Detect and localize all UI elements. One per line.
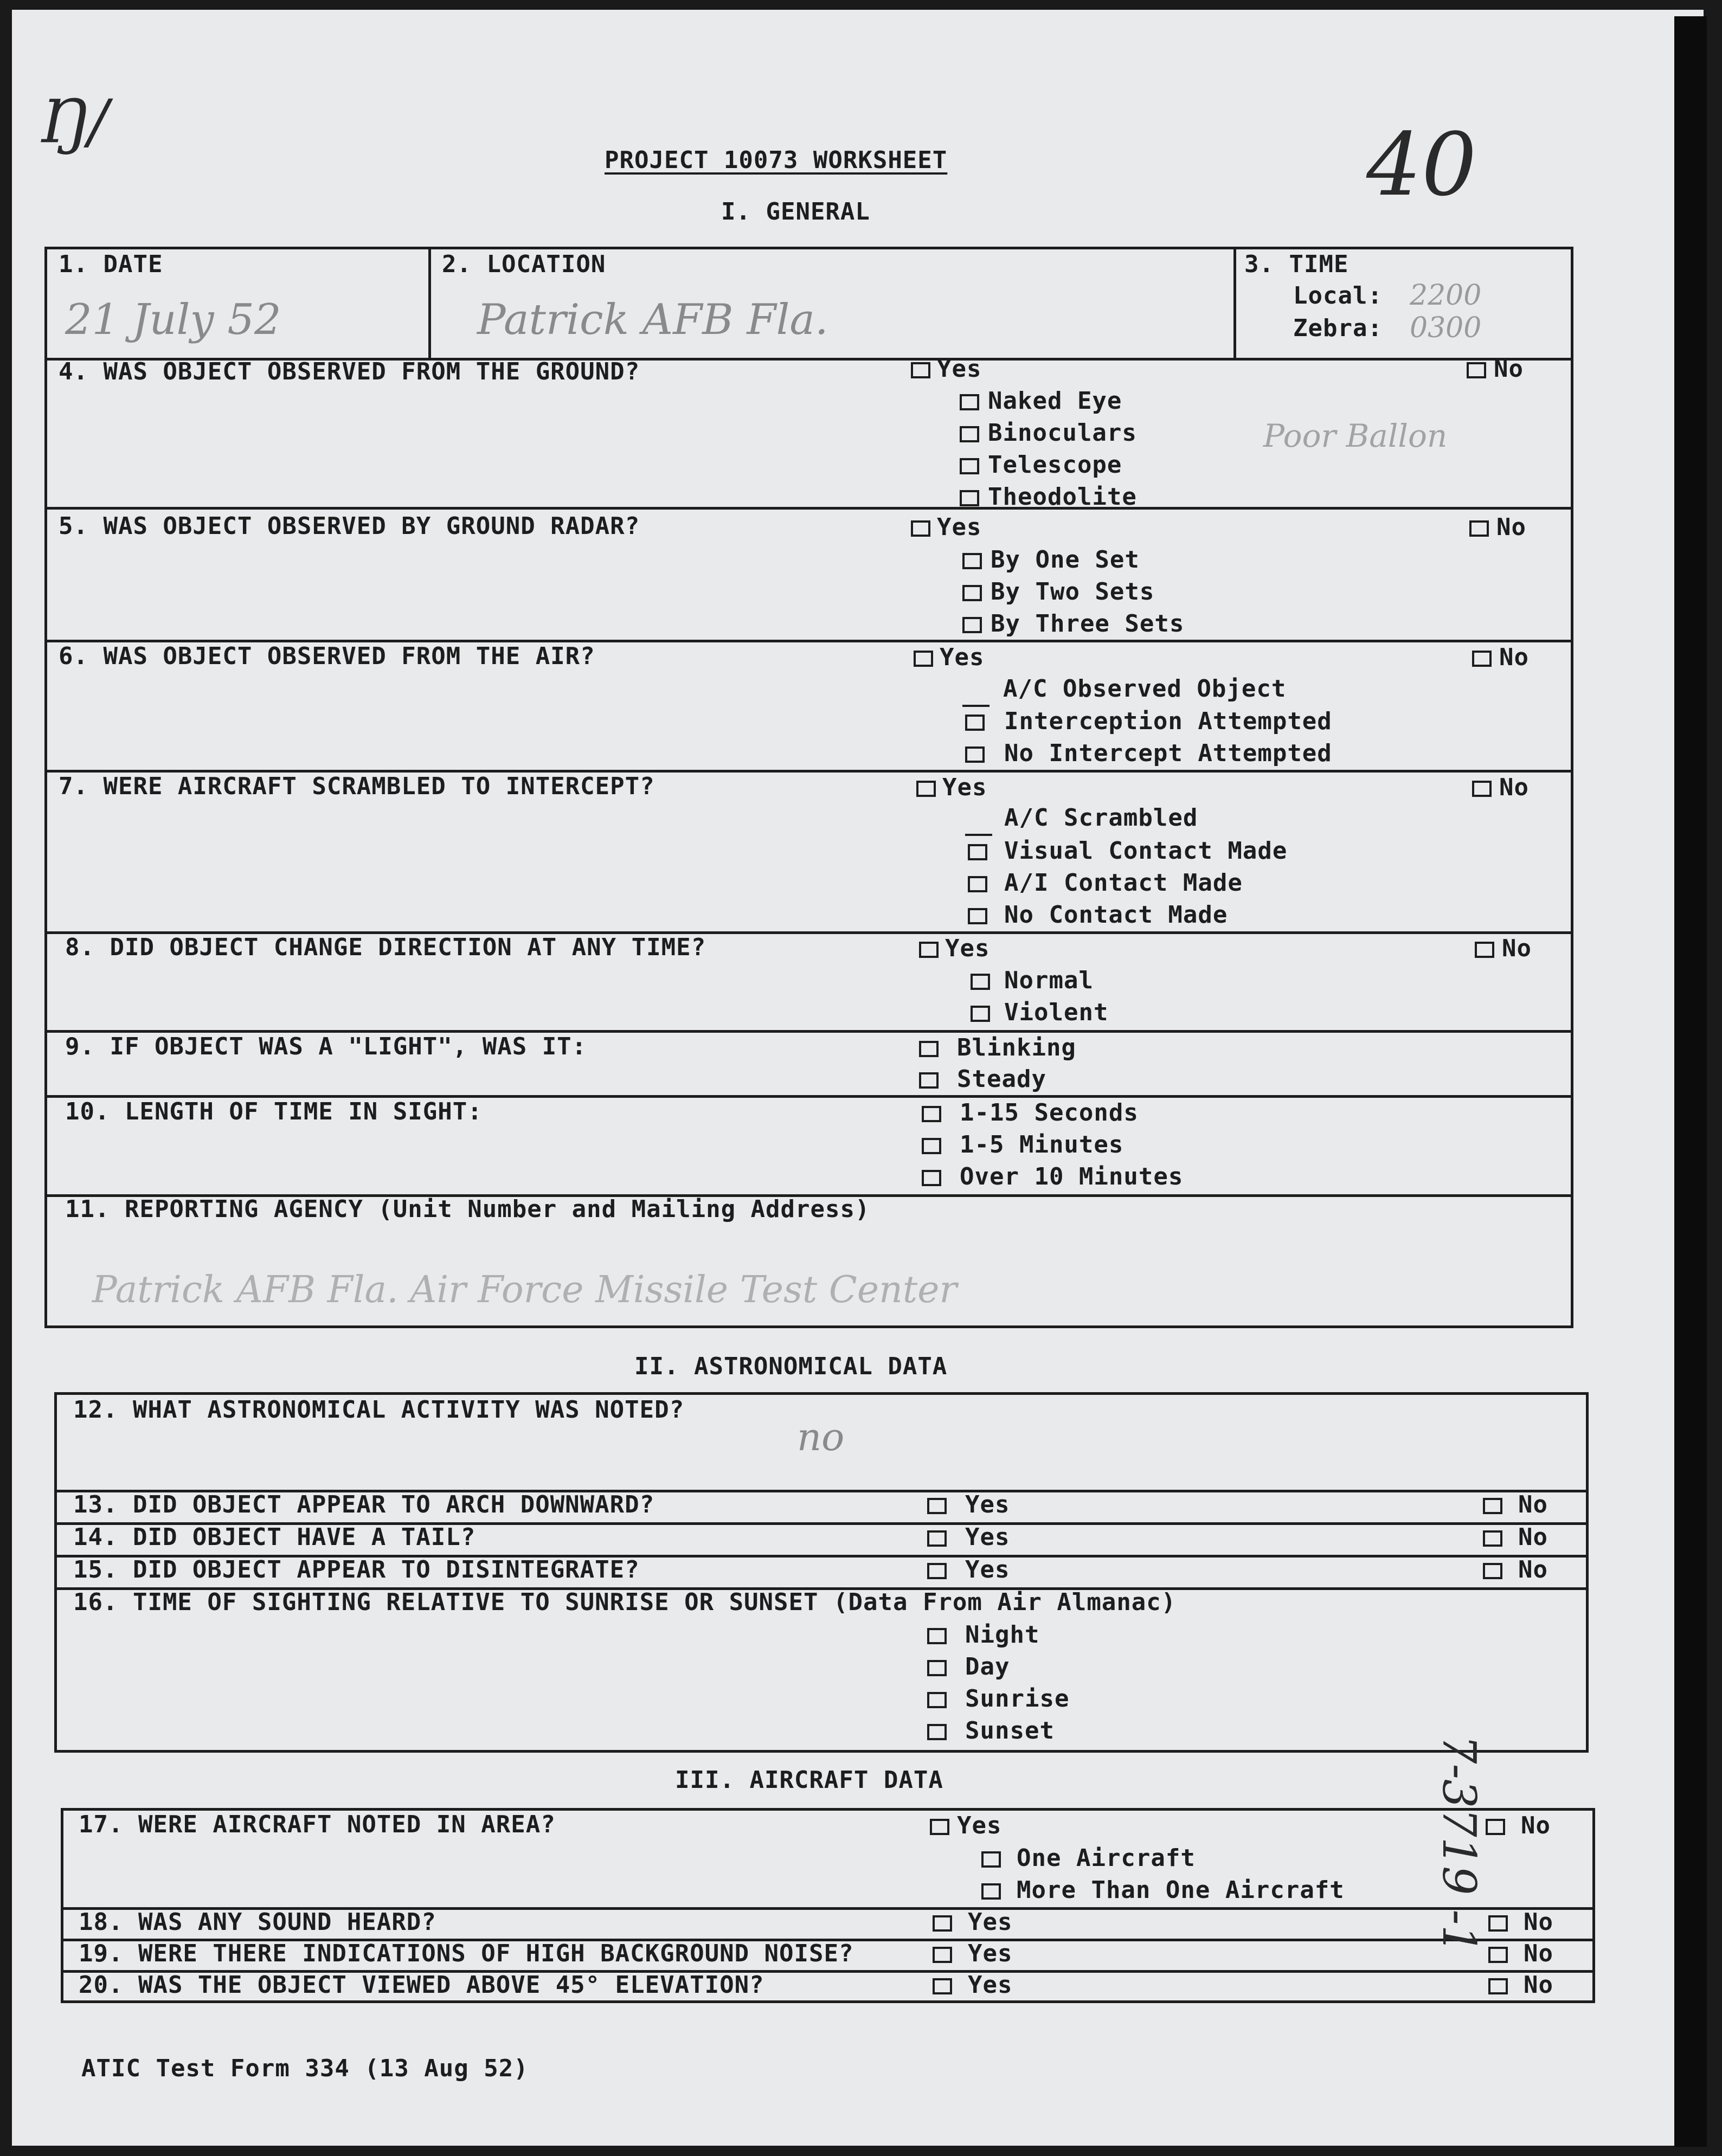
q5-no-checkbox[interactable] <box>1469 520 1489 537</box>
q14-no-label: No <box>1518 1523 1548 1551</box>
section-general: I. GENERAL <box>721 198 870 226</box>
q5-two-sets-checkbox[interactable] <box>962 585 982 601</box>
q5-no-label: No <box>1496 513 1526 541</box>
q13-yes-checkbox[interactable] <box>927 1498 947 1514</box>
q7-visual-contact-checkbox[interactable] <box>968 844 987 860</box>
q8-normal-checkbox[interactable] <box>971 974 990 990</box>
q10-opt-label: Over 10 Minutes <box>960 1163 1184 1190</box>
q7-no-contact-checkbox[interactable] <box>968 908 987 924</box>
q20-no-checkbox[interactable] <box>1488 1978 1508 1994</box>
q8-opt-label: Violent <box>1004 999 1109 1026</box>
q9-opt-label: Steady <box>957 1065 1046 1093</box>
section-astronomical: II. ASTRONOMICAL DATA <box>634 1353 948 1380</box>
q13-no-checkbox[interactable] <box>1483 1498 1502 1514</box>
q14-label: 14. DID OBJECT HAVE A TAIL? <box>73 1523 476 1551</box>
side-number: 7-3719 -1 <box>1432 1735 1486 1954</box>
q11-label: 11. REPORTING AGENCY (Unit Number and Mailing Address) <box>65 1195 870 1223</box>
q6-opt-label: A/C Observed Object <box>1003 675 1287 703</box>
q4-binoculars-checkbox[interactable] <box>960 426 979 442</box>
q4-no-checkbox[interactable] <box>1467 362 1486 378</box>
q19-label: 19. WERE THERE INDICATIONS OF HIGH BACKGROUND NOISE? <box>79 1940 854 1967</box>
q17-opt-label: More Than One Aircraft <box>1017 1876 1345 1904</box>
q5-one-set-checkbox[interactable] <box>962 553 982 569</box>
q8-opt-label: Normal <box>1004 967 1094 994</box>
q10-opt-label: 1-15 Seconds <box>960 1099 1139 1127</box>
q4-yes-label: Yes <box>937 355 982 383</box>
q19-no-label: No <box>1524 1940 1553 1967</box>
local-label: Local: <box>1293 282 1383 310</box>
q4-opt-label: Telescope <box>988 451 1122 479</box>
q6-interception-checkbox[interactable] <box>965 715 985 731</box>
questions-4-11 <box>44 358 1573 1328</box>
location-value[interactable]: Patrick AFB Fla. <box>477 295 828 344</box>
q17-yes-label: Yes <box>957 1812 1002 1839</box>
q16-label: 16. TIME OF SIGHTING RELATIVE TO SUNRISE OR SUNSET (Data From Air Almanac) <box>73 1588 1177 1616</box>
q19-no-checkbox[interactable] <box>1488 1947 1508 1963</box>
q10-opt-label: 1-5 Minutes <box>960 1131 1124 1159</box>
q9-label: 9. IF OBJECT WAS A "LIGHT", WAS IT: <box>65 1033 587 1060</box>
q15-yes-label: Yes <box>965 1556 1010 1584</box>
q8-yes-label: Yes <box>945 935 990 962</box>
q20-label: 20. WAS THE OBJECT VIEWED ABOVE 45° ELEVATION? <box>79 1971 764 1999</box>
q7-ai-contact-checkbox[interactable] <box>968 876 987 892</box>
q4-telescope-checkbox[interactable] <box>960 458 979 474</box>
q5-opt-label: By Two Sets <box>991 578 1155 606</box>
q16-opt-label: Sunrise <box>965 1685 1070 1713</box>
q15-no-checkbox[interactable] <box>1483 1563 1502 1579</box>
corner-scribble: Ŋ/ <box>38 87 108 156</box>
q6-blank-line[interactable] <box>962 705 989 707</box>
q7-no-checkbox[interactable] <box>1472 781 1492 797</box>
q6-yes-label: Yes <box>940 643 985 671</box>
q6-yes-checkbox[interactable] <box>914 651 933 667</box>
zebra-label: Zebra: <box>1293 314 1383 342</box>
q9-opt-label: Blinking <box>957 1034 1076 1061</box>
q11-value[interactable]: Patrick AFB Fla. Air Force Missile Test Center <box>92 1269 957 1311</box>
q5-opt-label: By One Set <box>991 546 1140 574</box>
q16-night-checkbox[interactable] <box>927 1628 947 1644</box>
q5-opt-label: By Three Sets <box>991 610 1185 638</box>
q5-yes-label: Yes <box>937 513 982 541</box>
q8-violent-checkbox[interactable] <box>971 1006 990 1022</box>
q7-no-label: No <box>1499 774 1529 801</box>
q4-no-label: No <box>1494 355 1524 383</box>
q20-no-label: No <box>1524 1971 1553 1999</box>
q13-yes-label: Yes <box>965 1491 1010 1518</box>
q17-no-label: No <box>1521 1812 1551 1839</box>
q19-yes-label: Yes <box>968 1940 1013 1967</box>
form-title: PROJECT 10073 WORKSHEET <box>605 146 948 174</box>
q16-opt-label: Night <box>965 1621 1040 1649</box>
q13-label: 13. DID OBJECT APPEAR TO ARCH DOWNWARD? <box>73 1491 655 1518</box>
q7-label: 7. WERE AIRCRAFT SCRAMBLED TO INTERCEPT? <box>59 773 655 800</box>
q18-yes-label: Yes <box>968 1908 1013 1936</box>
q4-opt-label: Naked Eye <box>988 387 1122 415</box>
q16-sunrise-checkbox[interactable] <box>927 1692 947 1708</box>
q9-blinking-checkbox[interactable] <box>919 1041 939 1057</box>
q4-handwritten-note: Poor Ballon <box>1263 417 1448 454</box>
q14-no-checkbox[interactable] <box>1483 1530 1502 1547</box>
divider <box>44 507 1573 510</box>
q4-opt-label: Binoculars <box>988 419 1137 447</box>
q12-label: 12. WHAT ASTRONOMICAL ACTIVITY WAS NOTED? <box>73 1396 685 1424</box>
date-value[interactable]: 21 July 52 <box>65 295 281 344</box>
q12-value[interactable]: no <box>797 1415 845 1459</box>
q10-over-10-minutes-checkbox[interactable] <box>922 1170 941 1186</box>
date-label: 1. DATE <box>59 250 163 278</box>
q10-label: 10. LENGTH OF TIME IN SIGHT: <box>65 1098 483 1125</box>
q9-steady-checkbox[interactable] <box>919 1072 939 1089</box>
divider <box>1233 247 1236 361</box>
q7-opt-label: A/C Scrambled <box>1004 804 1198 832</box>
q17-one-aircraft-checkbox[interactable] <box>981 1851 1001 1868</box>
q8-no-label: No <box>1502 935 1532 962</box>
local-value[interactable]: 2200 <box>1410 279 1482 312</box>
q18-no-checkbox[interactable] <box>1488 1915 1508 1932</box>
q16-opt-label: Day <box>965 1653 1010 1681</box>
form-footer: ATIC Test Form 334 (13 Aug 52) <box>81 2055 529 2082</box>
q10-1-5-minutes-checkbox[interactable] <box>922 1138 941 1154</box>
q14-yes-checkbox[interactable] <box>927 1530 947 1547</box>
q7-yes-label: Yes <box>942 774 987 801</box>
time-label: 3. TIME <box>1244 250 1349 278</box>
q7-opt-label: No Contact Made <box>1004 901 1228 929</box>
q20-yes-checkbox[interactable] <box>933 1978 952 1994</box>
q8-yes-checkbox[interactable] <box>919 942 939 958</box>
q5-label: 5. WAS OBJECT OBSERVED BY GROUND RADAR? <box>59 512 640 540</box>
q17-yes-checkbox[interactable] <box>930 1819 949 1835</box>
film-edge <box>1674 16 1707 2147</box>
q6-label: 6. WAS OBJECT OBSERVED FROM THE AIR? <box>59 642 595 670</box>
q15-label: 15. DID OBJECT APPEAR TO DISINTEGRATE? <box>73 1556 640 1584</box>
q17-more-aircraft-checkbox[interactable] <box>981 1883 1001 1900</box>
q17-opt-label: One Aircraft <box>1017 1844 1196 1872</box>
q14-yes-label: Yes <box>965 1523 1010 1551</box>
q13-no-label: No <box>1518 1491 1548 1518</box>
q6-no-intercept-checkbox[interactable] <box>965 746 985 763</box>
q5-yes-checkbox[interactable] <box>911 520 930 537</box>
q6-opt-label: Interception Attempted <box>1004 707 1332 735</box>
q6-no-label: No <box>1499 643 1529 671</box>
q16-sunset-checkbox[interactable] <box>927 1724 947 1740</box>
divider <box>428 247 431 361</box>
q8-label: 8. DID OBJECT CHANGE DIRECTION AT ANY TIME? <box>65 934 706 961</box>
q17-no-checkbox[interactable] <box>1486 1819 1505 1835</box>
q19-yes-checkbox[interactable] <box>933 1947 952 1963</box>
page-number: 40 <box>1366 114 1477 215</box>
location-label: 2. LOCATION <box>442 250 606 278</box>
q6-opt-label: No Intercept Attempted <box>1004 739 1332 767</box>
q4-theodolite-checkbox[interactable] <box>960 490 979 506</box>
q16-opt-label: Sunset <box>965 1717 1055 1745</box>
q18-label: 18. WAS ANY SOUND HEARD? <box>79 1908 436 1936</box>
q10-1-15-seconds-checkbox[interactable] <box>922 1106 941 1122</box>
q15-no-label: No <box>1518 1556 1548 1584</box>
q4-opt-label: Theodolite <box>988 483 1137 511</box>
q8-no-checkbox[interactable] <box>1475 942 1494 958</box>
q4-yes-checkbox[interactable] <box>911 362 930 378</box>
q16-day-checkbox[interactable] <box>927 1660 947 1676</box>
q7-opt-label: A/I Contact Made <box>1004 869 1243 897</box>
q20-yes-label: Yes <box>968 1971 1013 1999</box>
q4-label: 4. WAS OBJECT OBSERVED FROM THE GROUND? <box>59 358 640 385</box>
q7-blank-line[interactable] <box>965 834 992 836</box>
q18-yes-checkbox[interactable] <box>933 1915 952 1932</box>
q7-yes-checkbox[interactable] <box>916 781 936 797</box>
section-aircraft: III. AIRCRAFT DATA <box>675 1766 943 1794</box>
q18-no-label: No <box>1524 1908 1553 1936</box>
q7-opt-label: Visual Contact Made <box>1004 837 1288 865</box>
q15-yes-checkbox[interactable] <box>927 1563 947 1579</box>
q17-label: 17. WERE AIRCRAFT NOTED IN AREA? <box>79 1811 556 1838</box>
q5-three-sets-checkbox[interactable] <box>962 617 982 633</box>
q6-no-checkbox[interactable] <box>1472 651 1492 667</box>
zebra-value[interactable]: 0300 <box>1410 312 1482 344</box>
q4-naked-eye-checkbox[interactable] <box>960 394 979 410</box>
